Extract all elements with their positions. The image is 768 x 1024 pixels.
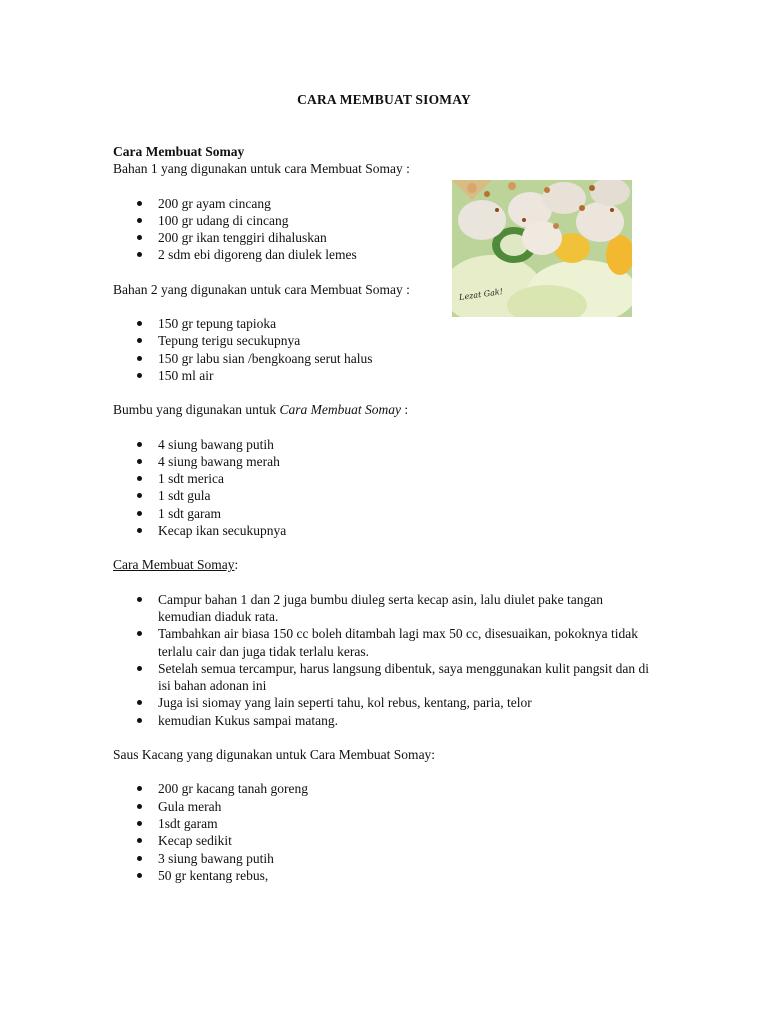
list-item: 1 sdt garam [113, 505, 658, 522]
list-item: 2 sdm ebi digoreng dan diulek lemes [113, 246, 658, 263]
list-item: Kecap sedikit [113, 832, 658, 849]
bumbu-list [113, 436, 673, 540]
bumbu-intro [113, 401, 673, 418]
list-item: 1sdt garam [113, 815, 658, 832]
bahan2-list [113, 315, 673, 384]
list-item: Setelah semua tercampur, harus langsung dibentuk, saya menggunakan kulit pangsit dan di isi bahan adonan ini [113, 660, 658, 695]
document-title: CARA MEMBUAT SIOMAY [297, 92, 471, 107]
list-item: Campur bahan 1 dan 2 juga bumbu diuleg serta kecap asin, lalu diulet pake tangan kemudian diaduk rata. [113, 591, 658, 626]
bumbu-intro-suffix: : [400, 402, 409, 418]
cara-intro-underlined: Cara Membuat Somay [113, 557, 235, 573]
list-item: 3 siung bawang putih [113, 850, 658, 867]
document-body [113, 143, 673, 884]
list-item: Tambahkan air biasa 150 cc boleh ditambah lagi max 50 cc, disesuaikan, pokoknya tidak terlalu cair dan juga tidak terlalu keras. [113, 625, 658, 660]
bahan1-intro: Bahan 1 yang digunakan untuk cara Membuat Somay : [113, 161, 410, 177]
list-item: 1 sdt gula [113, 487, 658, 504]
cara-list [113, 591, 673, 729]
list-item: 100 gr udang di cincang [113, 212, 658, 229]
list-item: 200 gr kacang tanah goreng [113, 780, 658, 797]
list-item: 200 gr ikan tenggiri dihaluskan [113, 229, 658, 246]
saus-list [113, 780, 673, 884]
photo-watermark: Lezat Gak! [458, 286, 504, 303]
cara-intro [113, 556, 673, 573]
list-item: 150 gr tepung tapioka [113, 315, 658, 332]
list-item: 200 gr ayam cincang [113, 195, 658, 212]
list-item: Juga isi siomay yang lain seperti tahu, kol rebus, kentang, paria, telor [113, 694, 658, 711]
saus-intro: Saus Kacang yang digunakan untuk Cara Membuat Somay: [113, 747, 436, 763]
list-item: 4 siung bawang putih [113, 436, 658, 453]
bumbu-intro-italic: Cara Membuat Somay [279, 402, 401, 418]
list-item: 50 gr kentang rebus, [113, 867, 658, 884]
list-item: Kecap ikan secukupnya [113, 522, 658, 539]
cara-intro-suffix: : [234, 557, 239, 573]
list-item: Tepung terigu secukupnya [113, 332, 658, 349]
list-item: kemudian Kukus sampai matang. [113, 712, 658, 729]
bahan1-list [113, 195, 673, 264]
bahan2-intro: Bahan 2 yang digunakan untuk cara Membuat Somay : [113, 281, 410, 297]
list-item: 150 ml air [113, 367, 658, 384]
list-item: 1 sdt merica [113, 470, 658, 487]
bumbu-intro-prefix: Bumbu yang digunakan untuk [113, 402, 280, 418]
list-item: 4 siung bawang merah [113, 453, 658, 470]
list-item: 150 gr labu sian /bengkoang serut halus [113, 350, 658, 367]
list-item: Gula merah [113, 798, 658, 815]
section-heading: Cara Membuat Somay [113, 144, 245, 159]
